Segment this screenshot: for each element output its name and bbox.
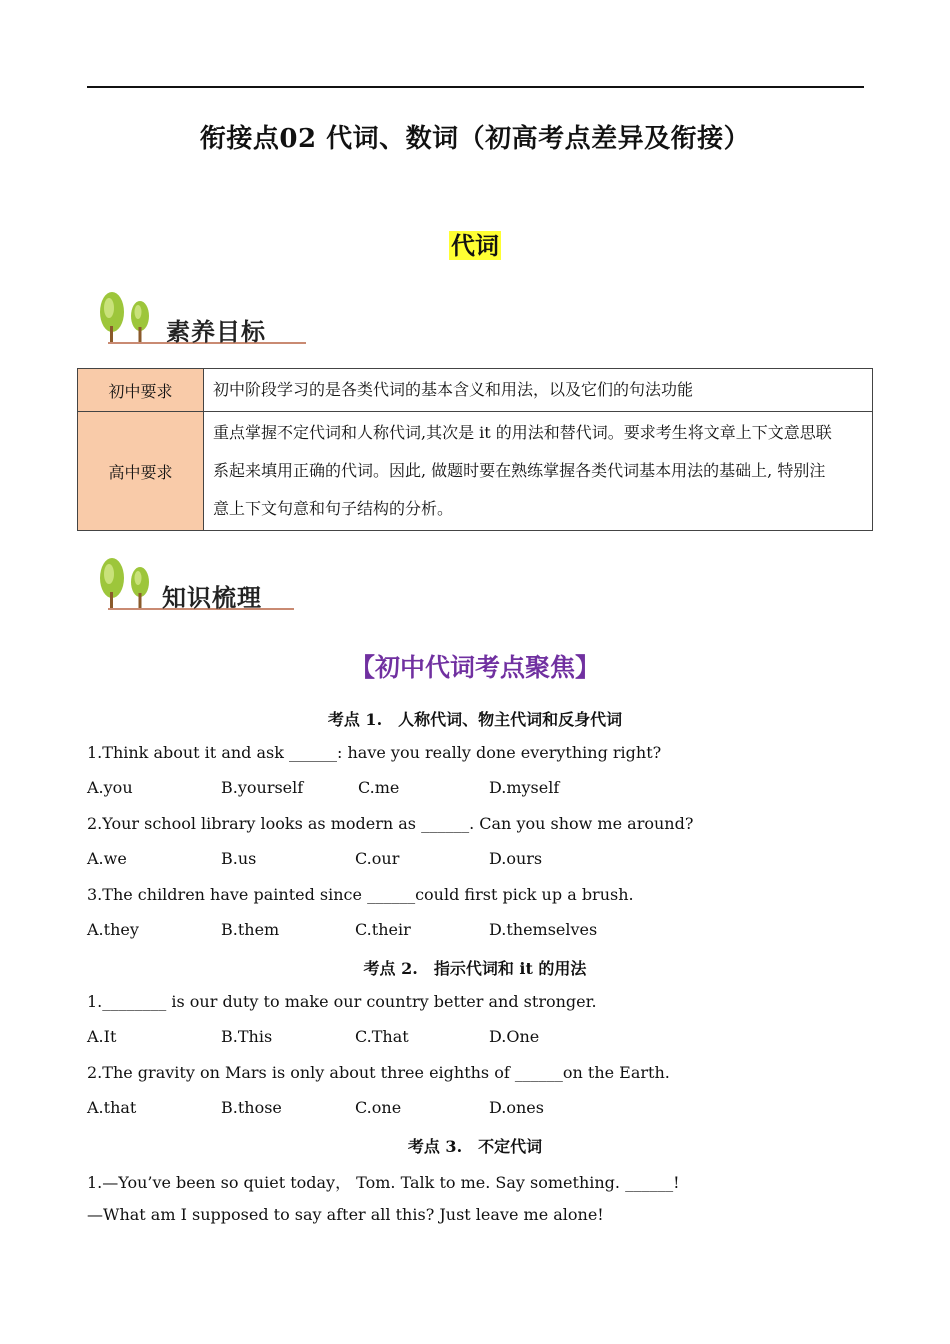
option: B.them — [221, 920, 280, 939]
option: A.you — [87, 778, 133, 797]
subject-heading — [0, 226, 950, 261]
kaodian-2: 考点 2. 指示代词和 it 的用法 — [363, 959, 587, 978]
option: C.That — [355, 1027, 409, 1046]
banner-knowledge — [96, 556, 306, 616]
kaodian-3: 考点 3. 不定代词 — [407, 1137, 543, 1156]
question-stem: 1.________ is our duty to make our country better and stronger. — [87, 992, 597, 1011]
req-label: 高中要求 — [78, 412, 204, 531]
option: B.us — [221, 849, 257, 868]
kaodian-1: 考点 1. 人称代词、物主代词和反身代词 — [327, 710, 623, 729]
req-text: 重点掌握不定代词和人称代词,其次是 it 的用法和替代词。要求考生将文章上下文意思联 系起来填用正确的代词。因此, 做题时要在熟练掌握各类代词基本用法的基础上, 特别注 意上下文句意和句子结构的分析。 — [204, 412, 873, 531]
option: D.themselves — [489, 920, 598, 939]
requirements-table — [77, 368, 873, 531]
section-heading: 【初中代词考点聚焦】 — [349, 653, 600, 682]
option: B.those — [221, 1098, 282, 1117]
option: D.One — [489, 1027, 540, 1046]
page-title: 衔接点02 代词、数词（初高考点差异及衔接） — [199, 124, 751, 154]
option: D.ones — [489, 1098, 544, 1117]
subject-highlight: 代词 — [451, 231, 499, 260]
banner-goals — [96, 290, 306, 350]
option: A.they — [87, 920, 139, 939]
dialogue-line: 1.—You’ve been so quiet today， Tom. Talk to me. Say something. ______! — [87, 1173, 680, 1192]
option: A.we — [87, 849, 127, 868]
tree-icon — [96, 290, 158, 348]
option: B.yourself — [221, 778, 304, 797]
req-text: 初中阶段学习的是各类代词的基本含义和用法，以及它们的句法功能 — [204, 369, 873, 412]
option: C.their — [355, 920, 411, 939]
option: C.me — [358, 778, 400, 797]
option: C.one — [355, 1098, 402, 1117]
question-stem: 2.The gravity on Mars is only about three eighths of ______on the Earth. — [87, 1063, 670, 1082]
table-row — [78, 369, 873, 412]
banner-goals-label: 素养目标 — [166, 318, 266, 346]
question-stem: 1.Think about it and ask ______: have you really done everything right? — [87, 743, 662, 762]
option: D.ours — [489, 849, 543, 868]
option: B.This — [221, 1027, 273, 1046]
question-stem: 3.The children have painted since ______could first pick up a brush. — [87, 885, 634, 904]
option: D.myself — [489, 778, 560, 797]
header-rule — [87, 86, 864, 88]
req-label: 初中要求 — [78, 369, 204, 412]
option: C.our — [355, 849, 400, 868]
option: A.It — [87, 1027, 117, 1046]
banner-knowledge-label: 知识梳理 — [162, 584, 262, 612]
question-stem: 2.Your school library looks as modern as ______. Can you show me around? — [87, 814, 694, 833]
option: A.that — [87, 1098, 137, 1117]
tree-icon — [96, 556, 158, 614]
dialogue-line: —What am I supposed to say after all this? Just leave me alone! — [87, 1205, 604, 1224]
table-row — [78, 412, 873, 531]
